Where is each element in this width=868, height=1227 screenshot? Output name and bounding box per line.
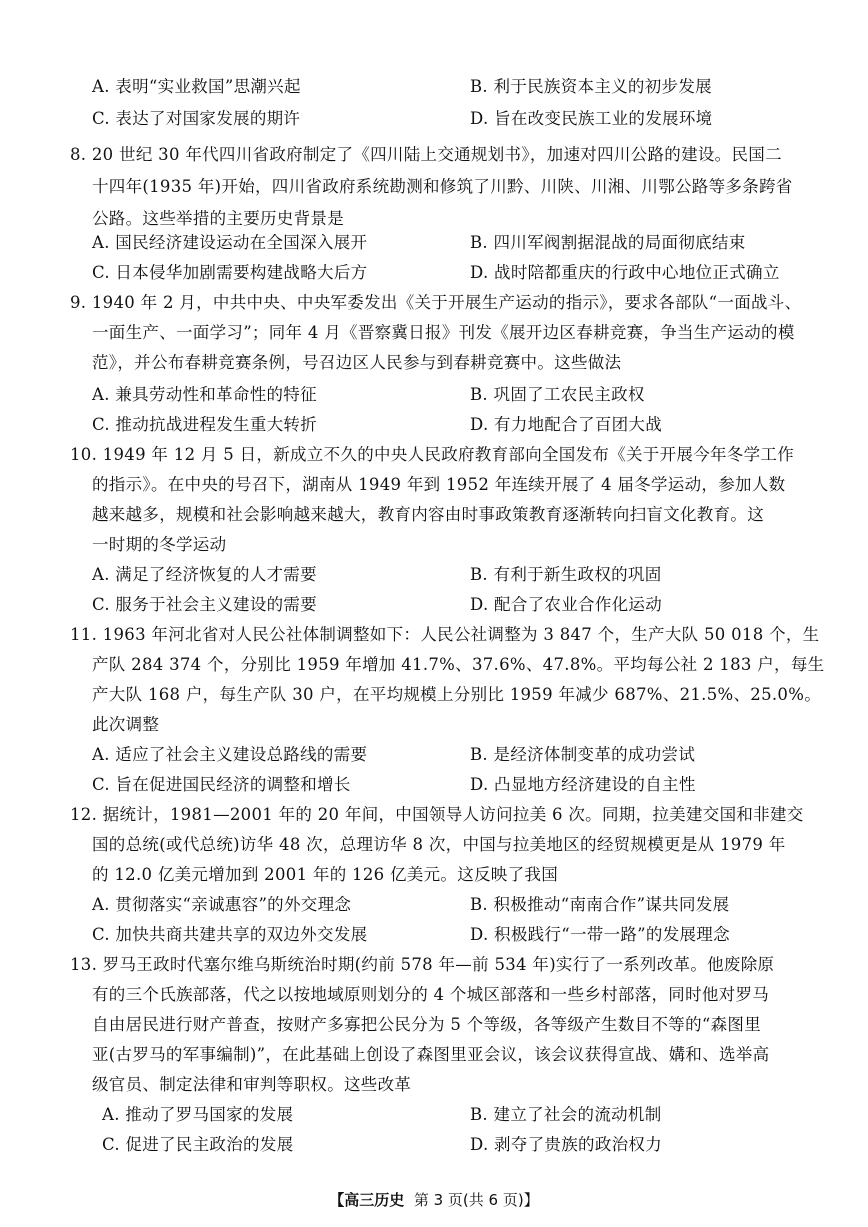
- q7-option-a: A. 表明“实业救国”思潮兴起: [92, 77, 301, 96]
- q11-option-a: A. 适应了社会主义建设总路线的需要: [92, 745, 368, 764]
- q12-option-a: A. 贯彻落实“亲诚惠容”的外交理念: [92, 895, 352, 914]
- q10-stem-line-1: 10. 1949 年 12 月 5 日，新成立不久的中央人民政府教育部向全国发布《关于开展今年冬学工作: [70, 445, 794, 464]
- q9-stem-line-3: 范》，并公布春耕竞赛条例，号召边区人民参与到春耕竞赛中。这些做法: [92, 353, 622, 372]
- q11-stem-line-1: 11. 1963 年河北省对人民公社体制调整如下：人民公社调整为 3 847 个，生产大队 50 018 个，生: [70, 625, 820, 644]
- q13-option-d: D. 剥夺了贵族的政治权力: [470, 1135, 663, 1154]
- q12-option-d: D. 积极践行“一带一路”的发展理念: [470, 925, 730, 944]
- q13-option-b: B. 建立了社会的流动机制: [470, 1105, 662, 1124]
- q9-option-b: B. 巩固了工农民主政权: [470, 385, 645, 404]
- q12-option-b: B. 积极推动“南南合作”谋共同发展: [470, 895, 730, 914]
- q8-option-c: C. 日本侵华加剧需要构建战略大后方: [92, 263, 368, 282]
- q7-option-b: B. 利于民族资本主义的初步发展: [470, 77, 712, 96]
- q9-option-a: A. 兼具劳动性和革命性的特征: [92, 385, 317, 404]
- q13-stem-line-2: 有的三个氏族部落，代之以按地域原则划分的 4 个城区部落和一些乡村部落，同时他对罗马: [92, 985, 770, 1004]
- q10-option-c: C. 服务于社会主义建设的需要: [92, 595, 318, 614]
- q7-option-c: C. 表达了对国家发展的期许: [92, 109, 301, 128]
- q9-stem-line-2: 一面生产、一面学习”；同年 4 月《晋察冀日报》刊发《展开边区春耕竞赛，争当生产运动的模: [92, 323, 795, 342]
- q8-option-d: D. 战时陪都重庆的行政中心地位正式确立: [470, 263, 780, 282]
- q12-stem-line-3: 的 12.0 亿美元增加到 2001 年的 126 亿美元。这反映了我国: [92, 865, 558, 884]
- q8-option-a: A. 国民经济建设运动在全国深入展开: [92, 233, 368, 252]
- q13-stem-line-4: 亚(古罗马的军事编制)”，在此基础上创设了森图里亚会议，该会议获得宣战、媾和、选举高: [92, 1045, 770, 1064]
- footer-subject: 【高三历史: [329, 1191, 405, 1209]
- q10-stem-line-2: 的指示》。在中央的号召下，湖南从 1949 年到 1952 年连续开展了 4 届冬学运动，参加人数: [92, 475, 786, 494]
- q12-stem-line-2: 国的总统(或代总统)访华 48 次，总理访华 8 次，中国与拉美地区的经贸规模更是从 1979 年: [92, 835, 786, 854]
- q13-option-a: A. 推动了罗马国家的发展: [102, 1105, 294, 1124]
- q8-stem-line-1: 8. 20 世纪 30 年代四川省政府制定了《四川陆上交通规划书》，加速对四川公路的建设。民国二: [70, 145, 782, 164]
- q7-option-d: D. 旨在改变民族工业的发展环境: [470, 109, 713, 128]
- q12-option-c: C. 加快共商共建共享的双边外交发展: [92, 925, 368, 944]
- q9-stem-line-1: 9. 1940 年 2 月，中共中央、中央军委发出《关于开展生产运动的指示》，要求各部队“一面战斗、: [70, 293, 802, 312]
- q9-option-c: C. 推动抗战进程发生重大转折: [92, 415, 318, 434]
- q13-stem-line-5: 级官员、制定法律和审判等职权。这些改革: [92, 1075, 412, 1094]
- q11-stem-line-2: 产队 284 374 个，分别比 1959 年增加 41.7%、37.6%、47.8%。平均每公社 2 183 户，每生: [92, 655, 825, 674]
- page-footer: [0, 1190, 868, 1210]
- q11-option-c: C. 旨在促进国民经济的调整和增长: [92, 775, 351, 794]
- q11-stem-line-3: 产大队 168 户，每生产队 30 户，在平均规模上分别比 1959 年减少 687%、21.5%、25.0%。: [92, 685, 821, 704]
- q13-stem-line-1: 13. 罗马王政时代塞尔维乌斯统治时期(约前 578 年—前 534 年)实行了一系列改革。他废除原: [70, 955, 775, 974]
- q8-stem-line-2: 十四年(1935 年)开始，四川省政府系统勘测和修筑了川黔、川陕、川湘、川鄂公路等多条跨省: [92, 177, 793, 196]
- q13-option-c: C. 促进了民主政治的发展: [102, 1135, 294, 1154]
- q13-stem-line-3: 自由居民进行财产普查，按财产多寡把公民分为 5 个等级，各等级产生数目不等的“森图里: [92, 1015, 762, 1034]
- q9-option-d: D. 有力地配合了百团大战: [470, 415, 663, 434]
- q10-stem-line-4: 一时期的冬学运动: [92, 535, 227, 554]
- q8-option-b: B. 四川军阀割据混战的局面彻底结束: [470, 233, 746, 252]
- q10-option-d: D. 配合了农业合作化运动: [470, 595, 663, 614]
- q12-stem-line-1: 12. 据统计，1981—2001 年的 20 年间，中国领导人访问拉美 6 次。同期，拉美建交国和非建交: [70, 805, 804, 824]
- q10-option-b: B. 有利于新生政权的巩固: [470, 565, 662, 584]
- q11-option-d: D. 凸显地方经济建设的自主性: [470, 775, 696, 794]
- q10-stem-line-3: 越来越多，规模和社会影响越来越大，教育内容由时事政策教育逐渐转向扫盲文化教育。这: [92, 505, 764, 524]
- q8-stem-line-3: 公路。这些举措的主要历史背景是: [92, 209, 344, 228]
- q11-option-b: B. 是经济体制变革的成功尝试: [470, 745, 696, 764]
- q10-option-a: A. 满足了经济恢复的人才需要: [92, 565, 317, 584]
- footer-page-number: 第 3 页(共 6 页)】: [413, 1191, 539, 1209]
- q11-stem-line-4: 此次调整: [92, 715, 160, 734]
